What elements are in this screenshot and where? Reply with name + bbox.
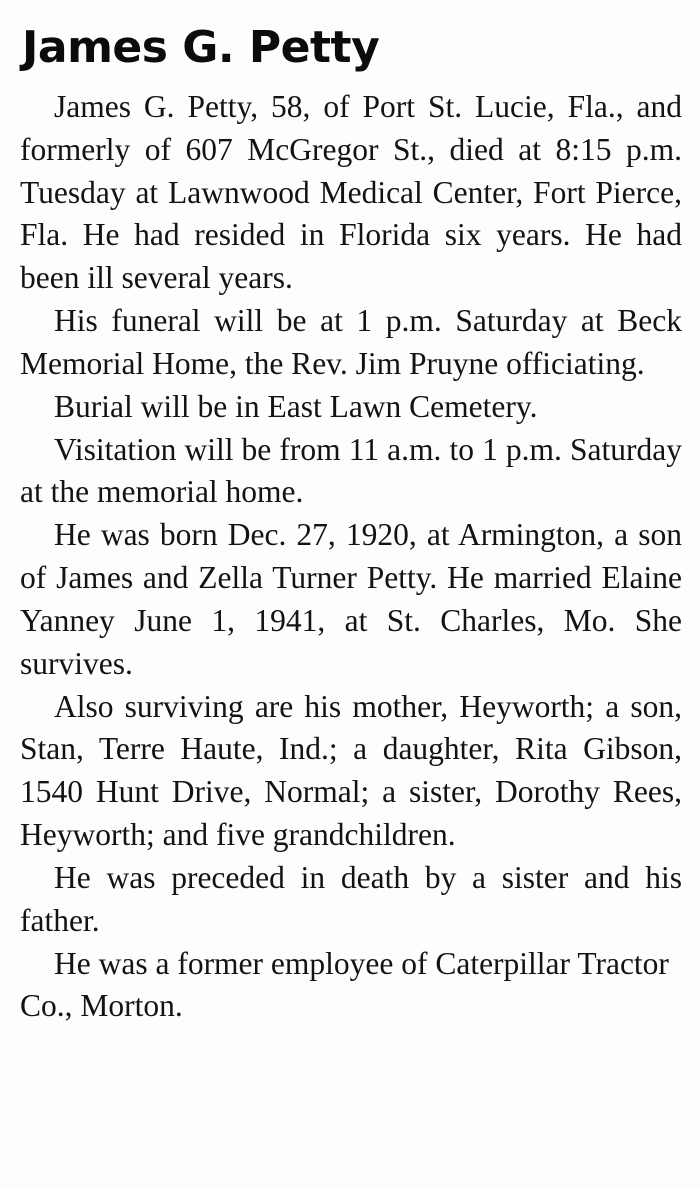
paragraph: He was preceded in death by a sister and his father. [20, 859, 682, 938]
obituary-body [20, 86, 682, 1028]
paragraph: His funeral will be at 1 p.m. Saturday at Beck Memorial Home, the Rev. Jim Pruyne officiating. [20, 303, 682, 381]
paragraph: Burial will be in East Lawn Cemetery. [54, 388, 538, 424]
paragraph: James G. Petty, 58, of Port St. Lucie, Fla., and formerly of 607 McGregor St., died at 8:15 p.m. Tuesday at Lawnwood Medical Center, Fort Pierce, Fla. He had resided in Florida six years. He had been ill several years. [20, 89, 682, 296]
page-title: James G. Petty [22, 22, 380, 73]
paragraph: Also surviving are his mother, Heyworth; a son, Stan, Terre Haute, Ind.; a daughter, Rita Gibson, 1540 Hunt Drive, Normal; a sister, Dorothy Rees, Heyworth; and five grandchildren. [20, 688, 682, 853]
paragraph: Visitation will be from 11 a.m. to 1 p.m. Saturday at the memorial home. [20, 431, 682, 510]
paragraph: He was born Dec. 27, 1920, at Armington, a son of James and Zella Turner Petty. He married Elaine Yanney June 1, 1941, at St. Charles, Mo. She survives. [20, 517, 682, 681]
paragraph: He was a former employee of Caterpillar Tractor Co., Morton. [20, 945, 669, 1024]
